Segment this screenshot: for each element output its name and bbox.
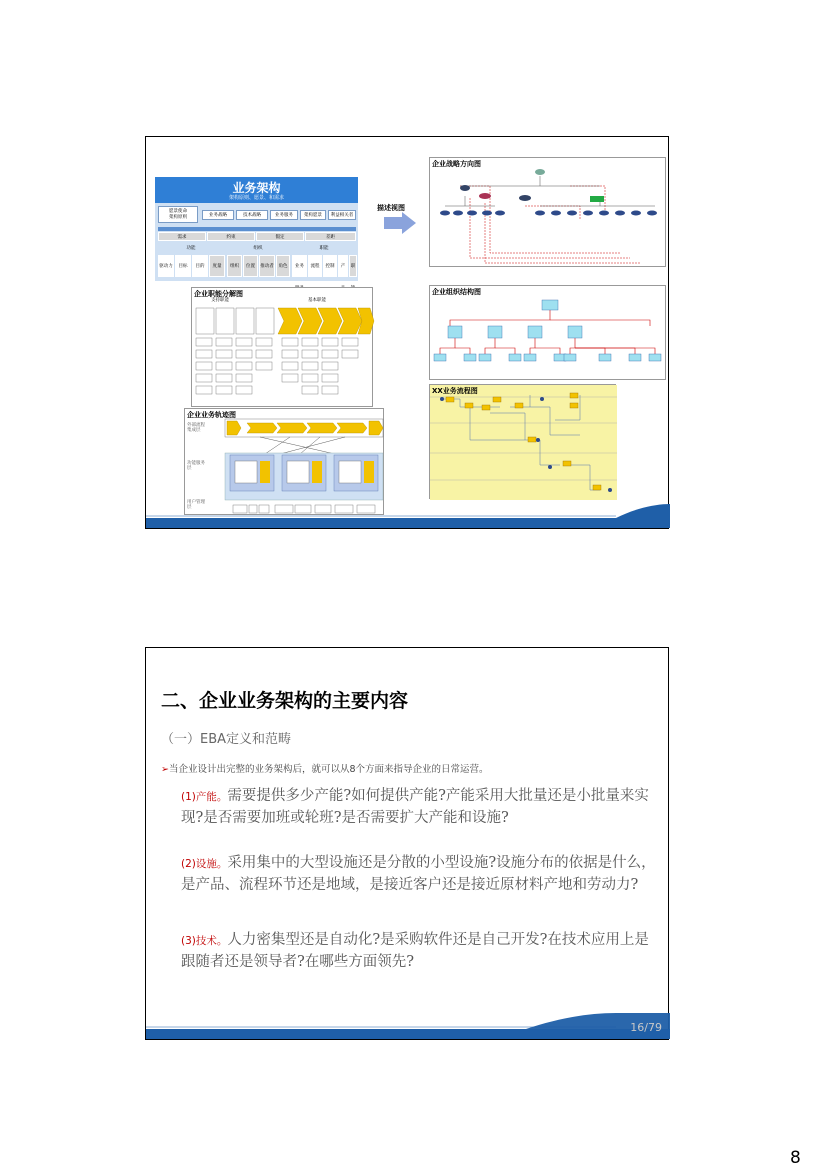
ba-header-org: 组织 [253, 246, 263, 251]
ba-cell: 位置 [243, 255, 258, 277]
strategy-panel [429, 157, 666, 267]
ba-cell: 产 [338, 255, 348, 277]
slide-2 [145, 647, 669, 1040]
trace-layer-function: 功能服务层 [187, 461, 205, 471]
item-tag: (2)设施。 [181, 858, 228, 870]
ba-cell: 职 [349, 255, 357, 277]
ba-biz-service: 业务服务 [270, 210, 298, 220]
ba-cell: 控制 [323, 255, 337, 277]
ba-cell: 度量 [209, 255, 225, 277]
ba-vision-box: 愿景使命 架构原则 [158, 206, 198, 223]
ba-constraints: 约束 [207, 232, 255, 241]
item-text: 需要提供多少产能?如何提供产能?产能采用大批量还是小批量来实现?是否需要加班或轮班?是否需要扩大产能和设施? [181, 788, 649, 826]
process-panel-title: XX业务流程图 [432, 387, 478, 395]
item-tag: (3)技术。 [181, 935, 228, 947]
process-flow-panel [429, 384, 616, 499]
item-capacity [181, 786, 661, 829]
org-chart [430, 286, 667, 381]
org-panel-title: 企业组织结构图 [432, 288, 481, 296]
function-support-label: 支持职能 [211, 298, 229, 303]
ba-cell: 流程 [308, 255, 322, 277]
slide-title: 二、企业业务架构的主要内容 [161, 690, 409, 712]
right-arrow-icon [384, 212, 416, 234]
intro-text: 当企业设计出完整的业务架构后，就可以从8个方面来指导企业的日常运营。 [168, 764, 489, 775]
ba-requirements: 需求 [158, 232, 206, 241]
item-text: 采用集中的大型设施还是分散的小型设施?设施分布的依据是什么，是产品、流程环节还是地域，是接近客户还是接近原材料产地和劳动力? [181, 855, 656, 893]
process-flow-diagram [430, 385, 617, 500]
slide-footer [146, 508, 668, 528]
footer-swoosh [146, 1019, 670, 1039]
trace-diagram [185, 409, 385, 516]
ba-header-function: 功能 [186, 246, 196, 251]
ba-biz-strategy: 业务战略 [202, 210, 234, 220]
ba-gaps: 差距 [305, 232, 356, 241]
slide-number: 16/79 [630, 1021, 662, 1034]
item-technology [181, 930, 661, 973]
business-trace-panel [184, 408, 384, 515]
ba-assumptions: 假定 [256, 232, 304, 241]
ba-cell: 推动者 [259, 255, 275, 277]
trace-panel-title: 企业业务轨迹图 [187, 411, 236, 419]
ba-subtitle: 架构原则、愿景、和需求 [228, 195, 284, 201]
ba-header-duty: 职能 [319, 246, 329, 251]
ba-cell: 组织 [227, 255, 242, 277]
slide-subtitle: （一）EBA定义和范畴 [161, 732, 292, 747]
strategy-diagram [430, 158, 667, 268]
ba-cell: 业务 [292, 255, 307, 277]
org-structure-panel [429, 285, 666, 380]
ba-cell: 目的 [192, 255, 208, 277]
trace-layer-external: 外部流程集成层 [187, 423, 205, 433]
intro-line [161, 761, 489, 775]
ba-arch-vision: 架构愿景 [300, 210, 326, 220]
describe-view-label: 描述视图 [377, 204, 405, 212]
business-architecture-panel [155, 177, 358, 281]
trace-layer-user: 用户管理层 [187, 500, 205, 510]
bullet-arrow-icon: ➢ [161, 764, 169, 775]
function-diagram [192, 288, 374, 408]
function-panel-title: 企业职能分解图 [194, 290, 243, 298]
item-text: 人力密集型还是自动化?是采购软件还是自己开发?在技术应用上是跟随者还是领导者?在哪些方面领先? [181, 932, 649, 970]
item-tag: (1)产能。 [181, 791, 228, 803]
ba-cell: 目标 [175, 255, 191, 277]
function-basic-label: 基本职能 [308, 298, 326, 303]
ba-band [158, 227, 356, 231]
page-number: 8 [790, 1148, 801, 1168]
ba-stakeholders: 利益相关者 [328, 210, 356, 220]
footer-swoosh [146, 508, 670, 528]
slide-footer [146, 1019, 668, 1039]
ba-title: 业务架构 [232, 181, 281, 195]
function-breakdown-panel [191, 287, 373, 407]
ba-tech-strategy: 技术战略 [236, 210, 268, 220]
ba-cell: 角色 [276, 255, 290, 277]
ba-cell: 驱动力 [158, 255, 174, 277]
slide-1 [145, 136, 669, 529]
strategy-panel-title: 企业战略方向图 [432, 160, 481, 168]
item-facilities [181, 853, 661, 896]
